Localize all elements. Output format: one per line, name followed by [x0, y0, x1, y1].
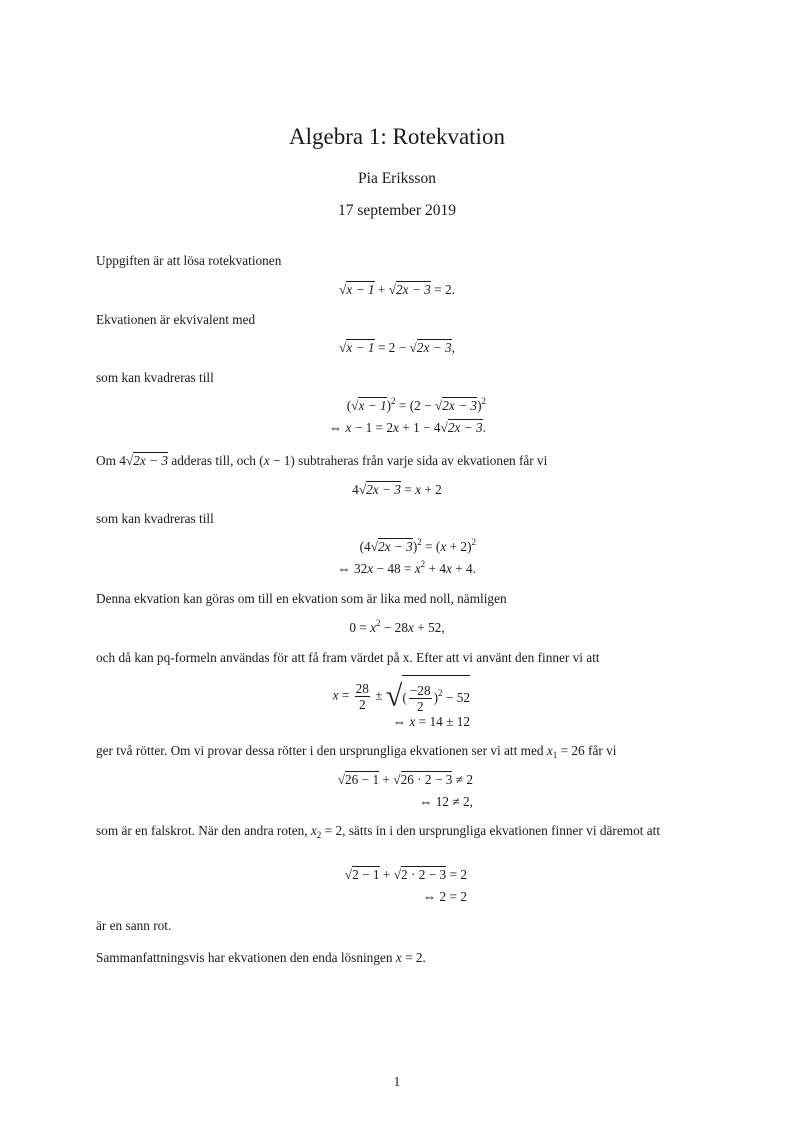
equation-squared-1b: ⇔ x − 1 = 2x + 1 − 4√2x − 3. — [328, 420, 486, 435]
paragraph-rearrange: Om 4√2x − 3 adderas till, och (x − 1) subtraheras från varje sida av ekvationen får vi — [96, 453, 548, 468]
equation-original: √x − 1 + √2x − 3 = 2. — [339, 282, 455, 297]
equation-rearranged: 4√2x − 3 = x + 2 — [352, 482, 442, 497]
equation-squared-2a: $(4√2x - 3)^2 = (x + 2)^2$ — [359, 537, 476, 554]
paragraph-zero-form: Denna ekvation kan göras om till en ekvation som är lika med noll, nämligen — [96, 591, 507, 606]
paragraph-equivalent: Ekvationen är ekvivalent med — [96, 312, 256, 327]
document-title: Algebra 1: Rotekvation — [289, 124, 505, 149]
equation-check-x1a: √26 − 1 + √26 · 2 − 3 ≠ 2 — [337, 772, 473, 787]
paragraph-intro: Uppgiften är att lösa rotekvationen — [96, 253, 282, 268]
equation-check-x2a: √2 − 1 + √2 · 2 − 3 = 2 — [344, 867, 467, 882]
paragraph-conclusion: Sammanfattningsvis har ekvationen den enda lösningen x = 2. — [96, 950, 426, 965]
paragraph-square-2: som kan kvadreras till — [96, 511, 214, 526]
paragraph-true-root: är en sann rot. — [96, 918, 172, 933]
document-date: 17 september 2019 — [338, 202, 456, 219]
paragraph-pq-formula: och då kan pq-formeln användas för att få fram värdet på x. Efter att vi använt den finner vi att — [96, 650, 600, 665]
paragraph-square-1: som kan kvadreras till — [96, 370, 214, 385]
equation-pq-formula: x = $\frac{28}{2}$ ± √( $\frac{-28}{2}$ )$^2$ − 52 — [300, 675, 470, 718]
equation-pq-result: ⇔ x = 14 ± 12 — [392, 714, 470, 729]
equation-check-x2b: ⇔ 2 = 2 — [422, 889, 467, 904]
paragraph-two-roots: ger två rötter. Om vi provar dessa rötter i den ursprungliga ekvationen ser vi att med $x_1 = 26$ får vi — [96, 743, 617, 760]
equation-squared-2b: ⇔ $32x - 48 = x^2 + 4x + 4$. — [337, 559, 476, 576]
equation-quadratic: $0 = x^2 - 28x + 52$, — [349, 618, 445, 635]
paragraph-false-root: som är en falskrot. När den andra roten, $x_2 = 2$, sätts in i den ursprungliga ekvationen finner vi däremot att — [96, 823, 661, 840]
document-author: Pia Eriksson — [358, 170, 436, 187]
page-number: 1 — [393, 1074, 401, 1089]
equation-check-x1b: ⇔ 12 ≠ 2, — [419, 794, 473, 809]
equation-squared-1a: $(√x - 1)^2 = (2 - √2x - 3)^2$ — [346, 396, 486, 413]
equation-isolated: √x − 1 = 2 − √2x − 3, — [339, 340, 455, 355]
